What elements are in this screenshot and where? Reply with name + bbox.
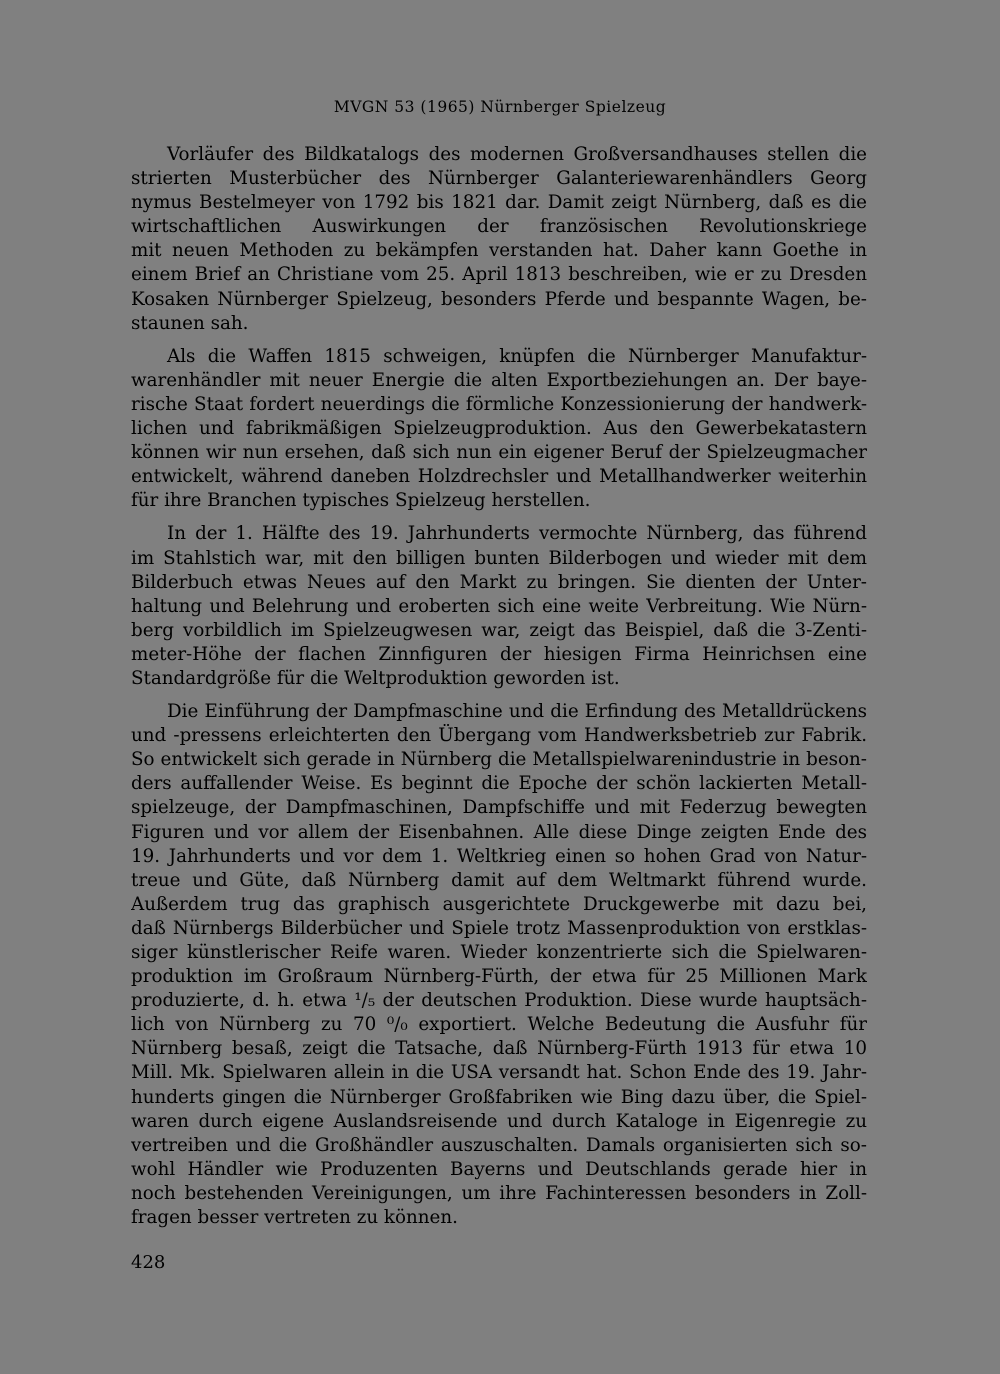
text-line: warenhändler mit neuer Energie die alten Exportbeziehungen an. Der baye- [131,369,867,391]
page-number: 428 [131,1252,166,1273]
text-line: produktion im Großraum Nürnberg-Fürth, der etwa für 25 Millionen Mark [131,966,867,988]
text-line: lich von Nürnberg zu 70 ⁰/₀ exportiert. Welche Bedeutung die Ausfuhr für [131,1014,867,1036]
paragraph [131,345,867,514]
text-line: und -pressens erleichterten den Übergang vom Handwerksbetrieb zur Fabrik. [131,725,867,747]
running-head: MVGN 53 (1965) Nürnberger Spielzeug [333,98,667,116]
text-line: rische Staat fordert neuerdings die förmliche Konzessionierung der handwerk- [131,393,867,415]
text-line: fragen besser vertreten zu können. [131,1207,458,1229]
text-line: In der 1. Hälfte des 19. Jahrhunderts vermochte Nürnberg, das führend [167,523,867,545]
text-line: wirtschaftlichen Auswirkungen der französischen Revolutionskriege [131,216,867,238]
text-line: treue und Güte, daß Nürnberg damit auf dem Weltmarkt führend wurde. [131,869,867,891]
text-line: im Stahlstich war, mit den billigen bunten Bilderbogen und wieder mit dem [131,547,867,569]
text-line: Bilderbuch etwas Neues auf den Markt zu bringen. Sie dienten der Unter- [131,571,867,593]
text-line: daß Nürnbergs Bilderbücher und Spiele trotz Massenproduktion von erstklas- [131,917,867,939]
text-line: mit neuen Methoden zu bekämpfen verstanden hat. Daher kann Goethe in [131,240,867,262]
text-line: haltung und Belehrung und eroberten sich eine weite Verbreitung. Wie Nürn- [131,595,867,617]
text-line: Vorläufer des Bildkatalogs des modernen Großversandhauses stellen die [167,144,867,165]
text-line: nymus Bestelmeyer von 1792 bis 1821 dar. Damit zeigt Nürnberg, daß es die [131,192,867,214]
text-line: einem Brief an Christiane vom 25. April 1813 beschreiben, wie er zu Dresden [131,264,867,286]
text-line: noch bestehenden Vereinigungen, um ihre Fachinteressen besonders in Zoll- [131,1182,867,1204]
text-line: vertreiben und die Großhändler auszuschalten. Damals organisierten sich so- [131,1134,867,1156]
text-line: produzierte, d. h. etwa ¹/₅ der deutschen Produktion. Diese wurde hauptsäch- [131,990,867,1012]
paragraph [131,143,867,336]
text-line: hunderts gingen die Nürnberger Großfabriken wie Bing dazu über, die Spiel- [131,1086,867,1108]
text-line: waren durch eigene Auslandsreisende und durch Kataloge in Eigenregie zu [131,1110,867,1132]
paragraph [131,522,867,691]
body-text [131,143,867,1230]
text-line: Außerdem trug das graphisch ausgerichtete Druckgewerbe mit dazu bei, [131,893,867,915]
text-line: Standardgröße für die Weltproduktion geworden ist. [131,667,620,689]
text-line: So entwickelt sich gerade in Nürnberg die Metallspielwarenindustrie in beson- [131,749,867,771]
text-line: können wir nun ersehen, daß sich nun ein eigener Beruf der Spielzeugmacher [131,442,867,464]
text-line: siger künstlerischer Reife waren. Wieder konzentrierte sich die Spielwaren- [131,942,867,963]
text-line: Kosaken Nürnberger Spielzeug, besonders Pferde und bespannte Wagen, be- [131,288,867,310]
paragraph [131,700,867,1230]
text-line: für ihre Branchen typisches Spielzeug herstellen. [131,490,591,512]
text-line: lichen und fabrikmäßigen Spielzeugproduktion. Aus den Gewerbekatastern [131,418,867,440]
text-line: spielzeuge, der Dampfmaschinen, Dampfschiffe und mit Federzug bewegten [131,797,867,819]
text-line: Die Einführung der Dampfmaschine und die Erfindung des Metalldrückens [167,701,867,723]
text-line: wohl Händler wie Produzenten Bayerns und Deutschlands gerade hier in [131,1158,867,1180]
text-line: meter-Höhe der flachen Zinnfiguren der hiesigen Firma Heinrichsen eine [131,643,867,665]
text-line: strierten Musterbücher des Nürnberger Galanteriewarenhändlers Georg [131,168,867,190]
text-line: 19. Jahrhunderts und vor dem 1. Weltkrieg einen so hohen Grad von Natur- [131,845,867,867]
text-line: Figuren und vor allem der Eisenbahnen. Alle diese Dinge zeigten Ende des [131,821,867,843]
text-line: ders auffallender Weise. Es beginnt die Epoche der schön lackierten Metall- [131,773,867,795]
text-line: Als die Waffen 1815 schweigen, knüpfen die Nürnberger Manufaktur- [167,345,867,367]
text-line: Nürnberg besaß, zeigt die Tatsache, daß Nürnberg-Fürth 1913 für etwa 10 [131,1038,867,1060]
text-line: Mill. Mk. Spielwaren allein in die USA versandt hat. Schon Ende des 19. Jahr- [131,1062,867,1084]
text-line: staunen sah. [131,312,249,334]
text-line: berg vorbildlich im Spielzeugwesen war, zeigt das Beispiel, daß die 3-Zenti- [131,619,867,641]
text-line: entwickelt, während daneben Holzdrechsler und Metallhandwerker weiterhin [131,466,867,488]
